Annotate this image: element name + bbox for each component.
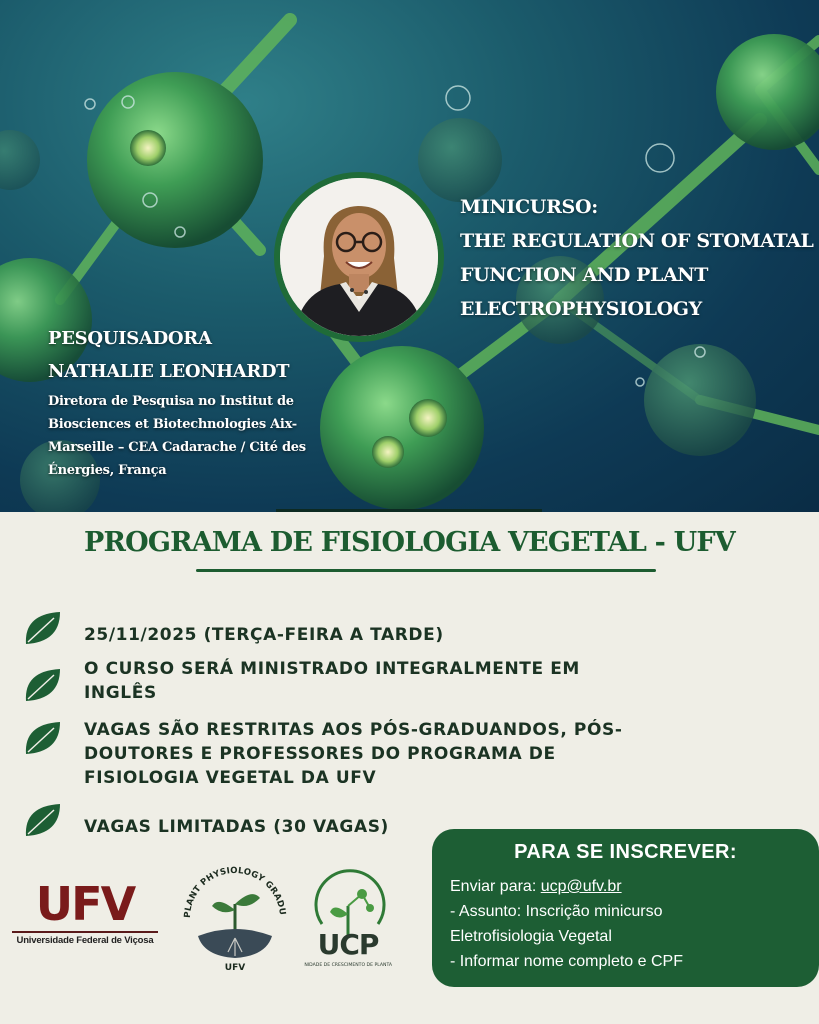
ufv-name: Universidade Federal de Viçosa xyxy=(16,935,154,946)
program-title: PROGRAMA DE FISIOLOGIA VEGETAL - UFV xyxy=(84,527,735,558)
researcher-photo xyxy=(280,178,438,336)
bullet-text: VAGAS LIMITADAS (30 VAGAS) xyxy=(84,817,389,837)
researcher-portrait xyxy=(274,172,444,342)
researcher-description: Diretora de Pesquisa no Institut de Biosciences et Biotechnologies Aix-Marseille – CEA Cadarache / Cité des Énergies, França xyxy=(48,394,306,478)
signup-title: PARA SE INSCREVER: xyxy=(514,841,737,863)
minicourse-title: THE REGULATION OF STOMATAL FUNCTION AND PLANT ELECTROPHYSIOLOGY xyxy=(460,230,814,320)
send-to-line xyxy=(450,874,683,899)
bullet-text: VAGAS SÃO RESTRITAS AOS PÓS-GRADUANDOS, PÓS-DOUTORES E PROFESSORES DO PROGRAMA DE FISIOLOGIA VEGETAL DA UFV xyxy=(84,720,623,788)
subject-line-2: Eletrofisiologia Vegetal xyxy=(450,928,612,945)
plant-physiology-arc-text: PLANT PHYSIOLOGY GRADU xyxy=(182,865,287,919)
ufv-logo xyxy=(12,877,158,955)
leaf-icon xyxy=(22,608,62,648)
inform-line: - Informar nome completo e CPF xyxy=(450,953,683,970)
leaf-icon xyxy=(22,800,62,840)
subject-line-1: - Assunto: Inscrição minicurso xyxy=(450,903,663,920)
plant-physiology-logo xyxy=(176,852,294,974)
minicourse-label: MINICURSO: xyxy=(460,196,598,218)
researcher-name: NATHALIE LEONHARDT xyxy=(48,361,290,382)
signup-instructions xyxy=(450,874,683,974)
bullet-text: 25/11/2025 (TERÇA-FEIRA A TARDE) xyxy=(84,625,444,645)
leaf-icon xyxy=(22,665,62,705)
plant-physiology-emblem xyxy=(176,852,294,974)
leaf-icon xyxy=(22,718,62,758)
send-to-label: Enviar para: xyxy=(450,878,541,895)
ucp-emblem xyxy=(304,866,392,970)
signup-box xyxy=(432,829,819,987)
ufv-mark: UFV xyxy=(35,877,135,931)
ucp-sub: UNIDADE DE CRESCIMENTO DE PLANTAS xyxy=(304,963,392,968)
bullet-text: O CURSO SERÁ MINISTRADO INTEGRALMENTE EM INGLÊS xyxy=(84,659,580,703)
plant-physiology-bottom-text: UFV xyxy=(224,963,246,973)
program-title-underline xyxy=(196,569,656,572)
email-link[interactable]: ucp@ufv.br xyxy=(540,878,622,895)
ufv-divider xyxy=(12,931,158,933)
ucp-mark: UCP xyxy=(317,928,379,961)
researcher-role: PESQUISADORA xyxy=(48,328,212,349)
ucp-logo xyxy=(304,866,392,970)
